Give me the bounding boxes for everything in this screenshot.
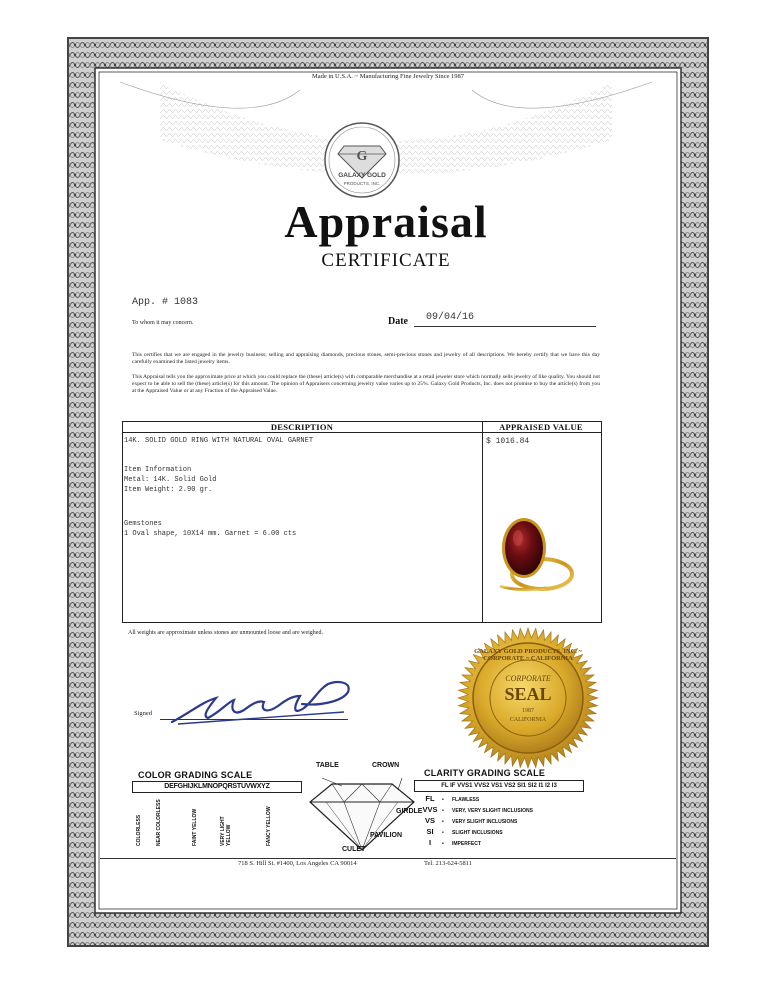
footer-phone: Tel. 213-624-5811	[424, 860, 473, 867]
weights-footnote: All weights are approximate unless stones are unmounted loose and are weighed.	[128, 630, 323, 636]
color-scale-letters: DEFGHIJKLMNOPQRSTUVWXYZ	[132, 781, 302, 793]
diagram-pavilion-label: PAVILION	[370, 832, 403, 839]
date-underline	[414, 326, 596, 327]
item-title: 14K. SOLID GOLD RING WITH NATURAL OVAL GARNET	[124, 437, 314, 445]
seal-lower-text: CALIFORNIA	[509, 717, 547, 723]
handwritten-signature	[168, 672, 364, 728]
clarity-scale-title: CLARITY GRADING SCALE	[424, 768, 546, 778]
item-info-heading: Item Information	[124, 466, 192, 474]
seal-center-text: SEAL	[504, 684, 552, 704]
date-label: Date	[388, 316, 408, 327]
color-group-faint-yellow: FAINT YELLOW	[192, 808, 198, 846]
diagram-girdle-label: GIRDLE	[396, 808, 423, 815]
svg-text:G: G	[356, 149, 368, 164]
clarity-desc-vs: VERY SLIGHT INCLUSIONS	[452, 819, 518, 825]
intro-paragraph-1: This certifies that we are engaged in the jewelry business; selling and appraising diamonds, precious stones, semi-precious stones and jewelry of all descriptions. We hereby certify that we have this day carefully examined the listed jewelry items.	[132, 352, 600, 365]
clarity-code-vs: VS	[424, 816, 435, 825]
clarity-code-si: SI	[426, 827, 434, 836]
color-group-very-light-yellow: VERY LIGHT YELLOW	[220, 816, 232, 846]
clarity-desc-i: IMPERFECT	[452, 841, 481, 847]
clarity-desc-fl: FLAWLESS	[452, 797, 480, 803]
color-group-colorless: COLORLESS	[136, 814, 142, 846]
logo-sub: PRODUCTS, INC.	[343, 181, 381, 186]
clarity-code-i: I	[428, 838, 432, 847]
company-logo	[322, 120, 402, 200]
item-weight: Item Weight: 2.90 gr.	[124, 486, 213, 494]
made-in-usa-line: Made in U.S.A. ~ Manufacturing Fine Jewelry Since 1987	[311, 73, 465, 80]
appraised-value: $ 1016.84	[486, 437, 530, 446]
clarity-row-vs: VS • VERY SLIGHT INCLUSIONS	[418, 816, 517, 825]
clarity-desc-vvs: VERY, VERY SLIGHT INCLUSIONS	[452, 808, 533, 814]
table-header-rule	[122, 432, 602, 433]
diagram-culet-label: CULET	[342, 846, 366, 853]
clarity-legend	[418, 794, 588, 854]
certificate-subtitle: CERTIFICATE	[321, 250, 451, 271]
app-number: App. # 1083	[132, 297, 199, 308]
clarity-row-si: SI • SLIGHT INCLUSIONS	[418, 827, 503, 836]
clarity-scale-codes: FL IF VVS1 VVS2 VS1 VS2 SI1 SI2 I1 I2 I3	[414, 780, 584, 792]
seal-ring-text: GALAXY GOLD PRODUCTS, INC. ~ CORPORATE ~ CALIFORNIA	[474, 648, 582, 662]
clarity-row-fl: FL • FLAWLESS	[418, 794, 479, 803]
certificate-title: Appraisal	[284, 196, 488, 247]
to-whom-line: To whom it may concern.	[132, 320, 194, 326]
color-group-near-colorless: NEAR COLORLESS	[156, 799, 162, 846]
footer-address: 718 S. Hill St. #1400, Los Angeles CA 90014	[238, 860, 357, 867]
table-column-divider	[482, 421, 483, 623]
appraised-value-header: APPRAISED VALUE	[499, 422, 583, 432]
logo-name: GALAXY GOLD	[338, 172, 386, 179]
clarity-desc-si: SLIGHT INCLUSIONS	[452, 830, 503, 836]
seal-year: 1987	[522, 708, 534, 714]
signed-label: Signed	[134, 710, 153, 717]
color-scale-groups	[132, 792, 300, 848]
clarity-row-i: I • IMPERFECT	[418, 838, 481, 847]
clarity-row-vvs: VVS • VERY, VERY SLIGHT INCLUSIONS	[418, 805, 533, 814]
gemstones-heading: Gemstones	[124, 520, 162, 528]
item-metal: Metal: 14K. Solid Gold	[124, 476, 217, 484]
color-scale-title: COLOR GRADING SCALE	[138, 770, 253, 780]
footer-rule	[100, 858, 676, 859]
description-header: DESCRIPTION	[270, 422, 334, 432]
diagram-crown-label: CROWN	[372, 762, 400, 769]
diagram-table-label: TABLE	[316, 762, 339, 769]
intro-paragraph-2: This Appraisal tells you the approximate price at which you could replace the (these) article(s) with comparable merchandise at a retail jeweler store which normally sells jewelry of like quality. You should not expect to be able to sell the (these) article(s) for this amount. The opinion of Appraisers concerning jewelry value varies up to 25%. Galaxy Gold Products, Inc. does not promise to buy the article(s) from you at the Appraised Value or at any Fraction of the Appraised Value.	[132, 374, 600, 394]
gemstone-line: 1 Oval shape, 10X14 mm. Garnet = 6.00 cts	[124, 530, 297, 538]
clarity-code-vvs: VVS	[422, 805, 438, 814]
seal-upper-text: CORPORATE	[505, 674, 551, 683]
date-value: 09/04/16	[426, 312, 475, 323]
garnet-ring-image	[488, 508, 580, 598]
clarity-code-fl: FL	[425, 794, 435, 803]
color-group-fancy-yellow: FANCY YELLOW	[266, 806, 272, 846]
